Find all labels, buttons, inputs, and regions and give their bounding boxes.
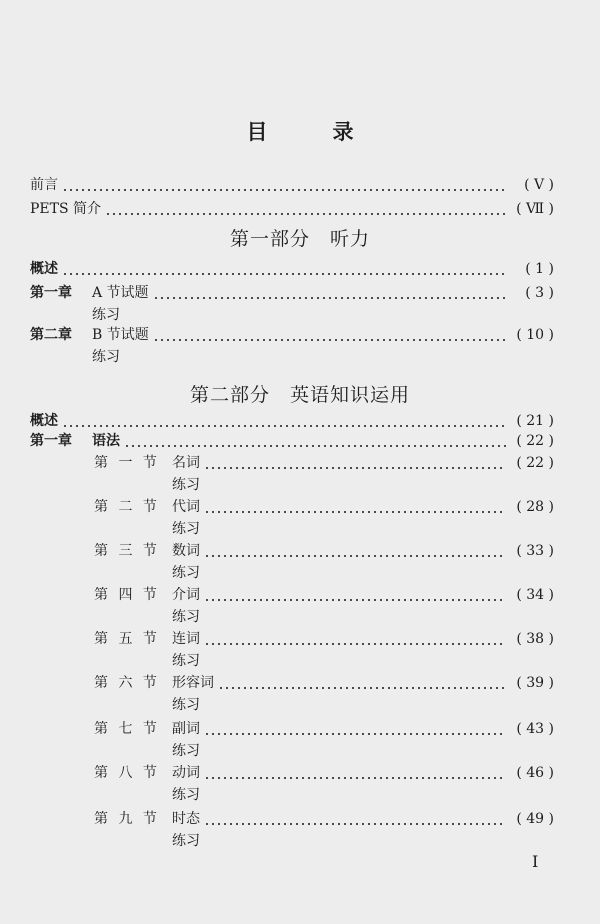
- entry-page: ( 38 ): [516, 631, 554, 647]
- entry-page: ( 3 ): [525, 285, 554, 301]
- dot-leader: [204, 599, 506, 601]
- entry-page: ( Ⅶ ): [516, 201, 554, 217]
- dot-leader: [204, 555, 506, 557]
- toc-entry-section[interactable]: [94, 670, 554, 692]
- toc-entry-section[interactable]: [94, 494, 554, 516]
- toc-entry-section[interactable]: [94, 538, 554, 560]
- dot-leader: [62, 273, 506, 275]
- exercise-label[interactable]: 练习: [172, 565, 200, 581]
- entry-page: ( Ⅴ ): [524, 177, 554, 193]
- dot-leader: [153, 339, 506, 341]
- entry-page: ( 34 ): [516, 587, 554, 603]
- dot-leader: [204, 823, 506, 825]
- exercise-label[interactable]: 练习: [172, 833, 200, 849]
- section-number: 第 三 节: [94, 543, 160, 559]
- dot-leader: [204, 467, 506, 469]
- section-number: 第 四 节: [94, 587, 160, 603]
- section-number: 第 五 节: [94, 631, 160, 647]
- section-title: 连词: [172, 631, 200, 647]
- exercise-label[interactable]: 练习: [172, 477, 200, 493]
- dot-leader: [204, 511, 506, 513]
- section-title: 名词: [172, 455, 200, 471]
- entry-page: ( 28 ): [516, 499, 554, 515]
- section-title: 介词: [172, 587, 200, 603]
- entry-label: 前言: [30, 177, 58, 193]
- section-number: 第 一 节: [94, 455, 160, 471]
- dot-leader: [218, 687, 506, 689]
- entry-page: ( 33 ): [516, 543, 554, 559]
- toc-entry-chapter[interactable]: [30, 322, 554, 344]
- dot-leader: [153, 297, 506, 299]
- entry-page: ( 46 ): [516, 765, 554, 781]
- exercise-label[interactable]: 练习: [172, 609, 200, 625]
- chapter-number: 第一章: [30, 433, 72, 449]
- toc-entry-section[interactable]: [94, 626, 554, 648]
- toc-entry-overview[interactable]: [30, 408, 554, 430]
- section-number: 第 七 节: [94, 721, 160, 737]
- dot-leader: [124, 445, 506, 447]
- toc-entry-chapter[interactable]: [30, 280, 554, 302]
- chapter-title: B 节试题: [92, 327, 149, 343]
- dot-leader: [204, 643, 506, 645]
- entry-page: ( 22 ): [516, 455, 554, 471]
- exercise-label[interactable]: 练习: [172, 697, 200, 713]
- section-title: 形容词: [172, 675, 214, 691]
- toc-entry-section[interactable]: [94, 806, 554, 828]
- entry-page: ( 49 ): [516, 811, 554, 827]
- exercise-label[interactable]: 练习: [172, 743, 200, 759]
- toc-entry-section[interactable]: [94, 582, 554, 604]
- page-title: 目 录: [246, 119, 376, 144]
- section-title: 时态: [172, 811, 200, 827]
- chapter-title: 语法: [92, 433, 120, 449]
- exercise-label[interactable]: 练习: [172, 787, 200, 803]
- dot-leader: [204, 777, 506, 779]
- entry-page: ( 43 ): [516, 721, 554, 737]
- toc-entry-chapter[interactable]: [30, 428, 554, 450]
- dot-leader: [62, 425, 506, 427]
- toc-entry-pets-intro[interactable]: [30, 196, 554, 218]
- entry-page: ( 10 ): [516, 327, 554, 343]
- section-title: 数词: [172, 543, 200, 559]
- section-number: 第 八 节: [94, 765, 160, 781]
- chapter-number: 第二章: [30, 327, 72, 343]
- toc-entry-section[interactable]: [94, 450, 554, 472]
- chapter-number: 第一章: [30, 285, 72, 301]
- section-number: 第 九 节: [94, 811, 160, 827]
- exercise-label[interactable]: 练习: [92, 307, 120, 323]
- part-heading: 第二部分 英语知识运用: [189, 384, 410, 406]
- entry-label: 概述: [30, 261, 58, 277]
- dot-leader: [204, 733, 506, 735]
- exercise-label[interactable]: 练习: [172, 653, 200, 669]
- entry-page: ( 39 ): [516, 675, 554, 691]
- section-number: 第 二 节: [94, 499, 160, 515]
- chapter-title: A 节试题: [92, 285, 149, 301]
- toc-entry-section[interactable]: [94, 760, 554, 782]
- entry-page: ( 1 ): [525, 261, 554, 277]
- entry-page: ( 22 ): [516, 433, 554, 449]
- entry-page: ( 21 ): [516, 413, 554, 429]
- toc-entry-preface[interactable]: [30, 172, 554, 194]
- entry-label: PETS 简介: [30, 201, 102, 217]
- section-number: 第 六 节: [94, 675, 160, 691]
- section-title: 动词: [172, 765, 200, 781]
- section-title: 代词: [172, 499, 200, 515]
- page-number: I: [532, 852, 539, 871]
- entry-label: 概述: [30, 413, 58, 429]
- dot-leader: [105, 213, 506, 215]
- exercise-label[interactable]: 练习: [172, 521, 200, 537]
- dot-leader: [62, 189, 506, 191]
- part-heading: 第一部分 听力: [229, 228, 370, 250]
- section-title: 副词: [172, 721, 200, 737]
- toc-entry-section[interactable]: [94, 716, 554, 738]
- exercise-label[interactable]: 练习: [92, 349, 120, 365]
- toc-entry-overview[interactable]: [30, 256, 554, 278]
